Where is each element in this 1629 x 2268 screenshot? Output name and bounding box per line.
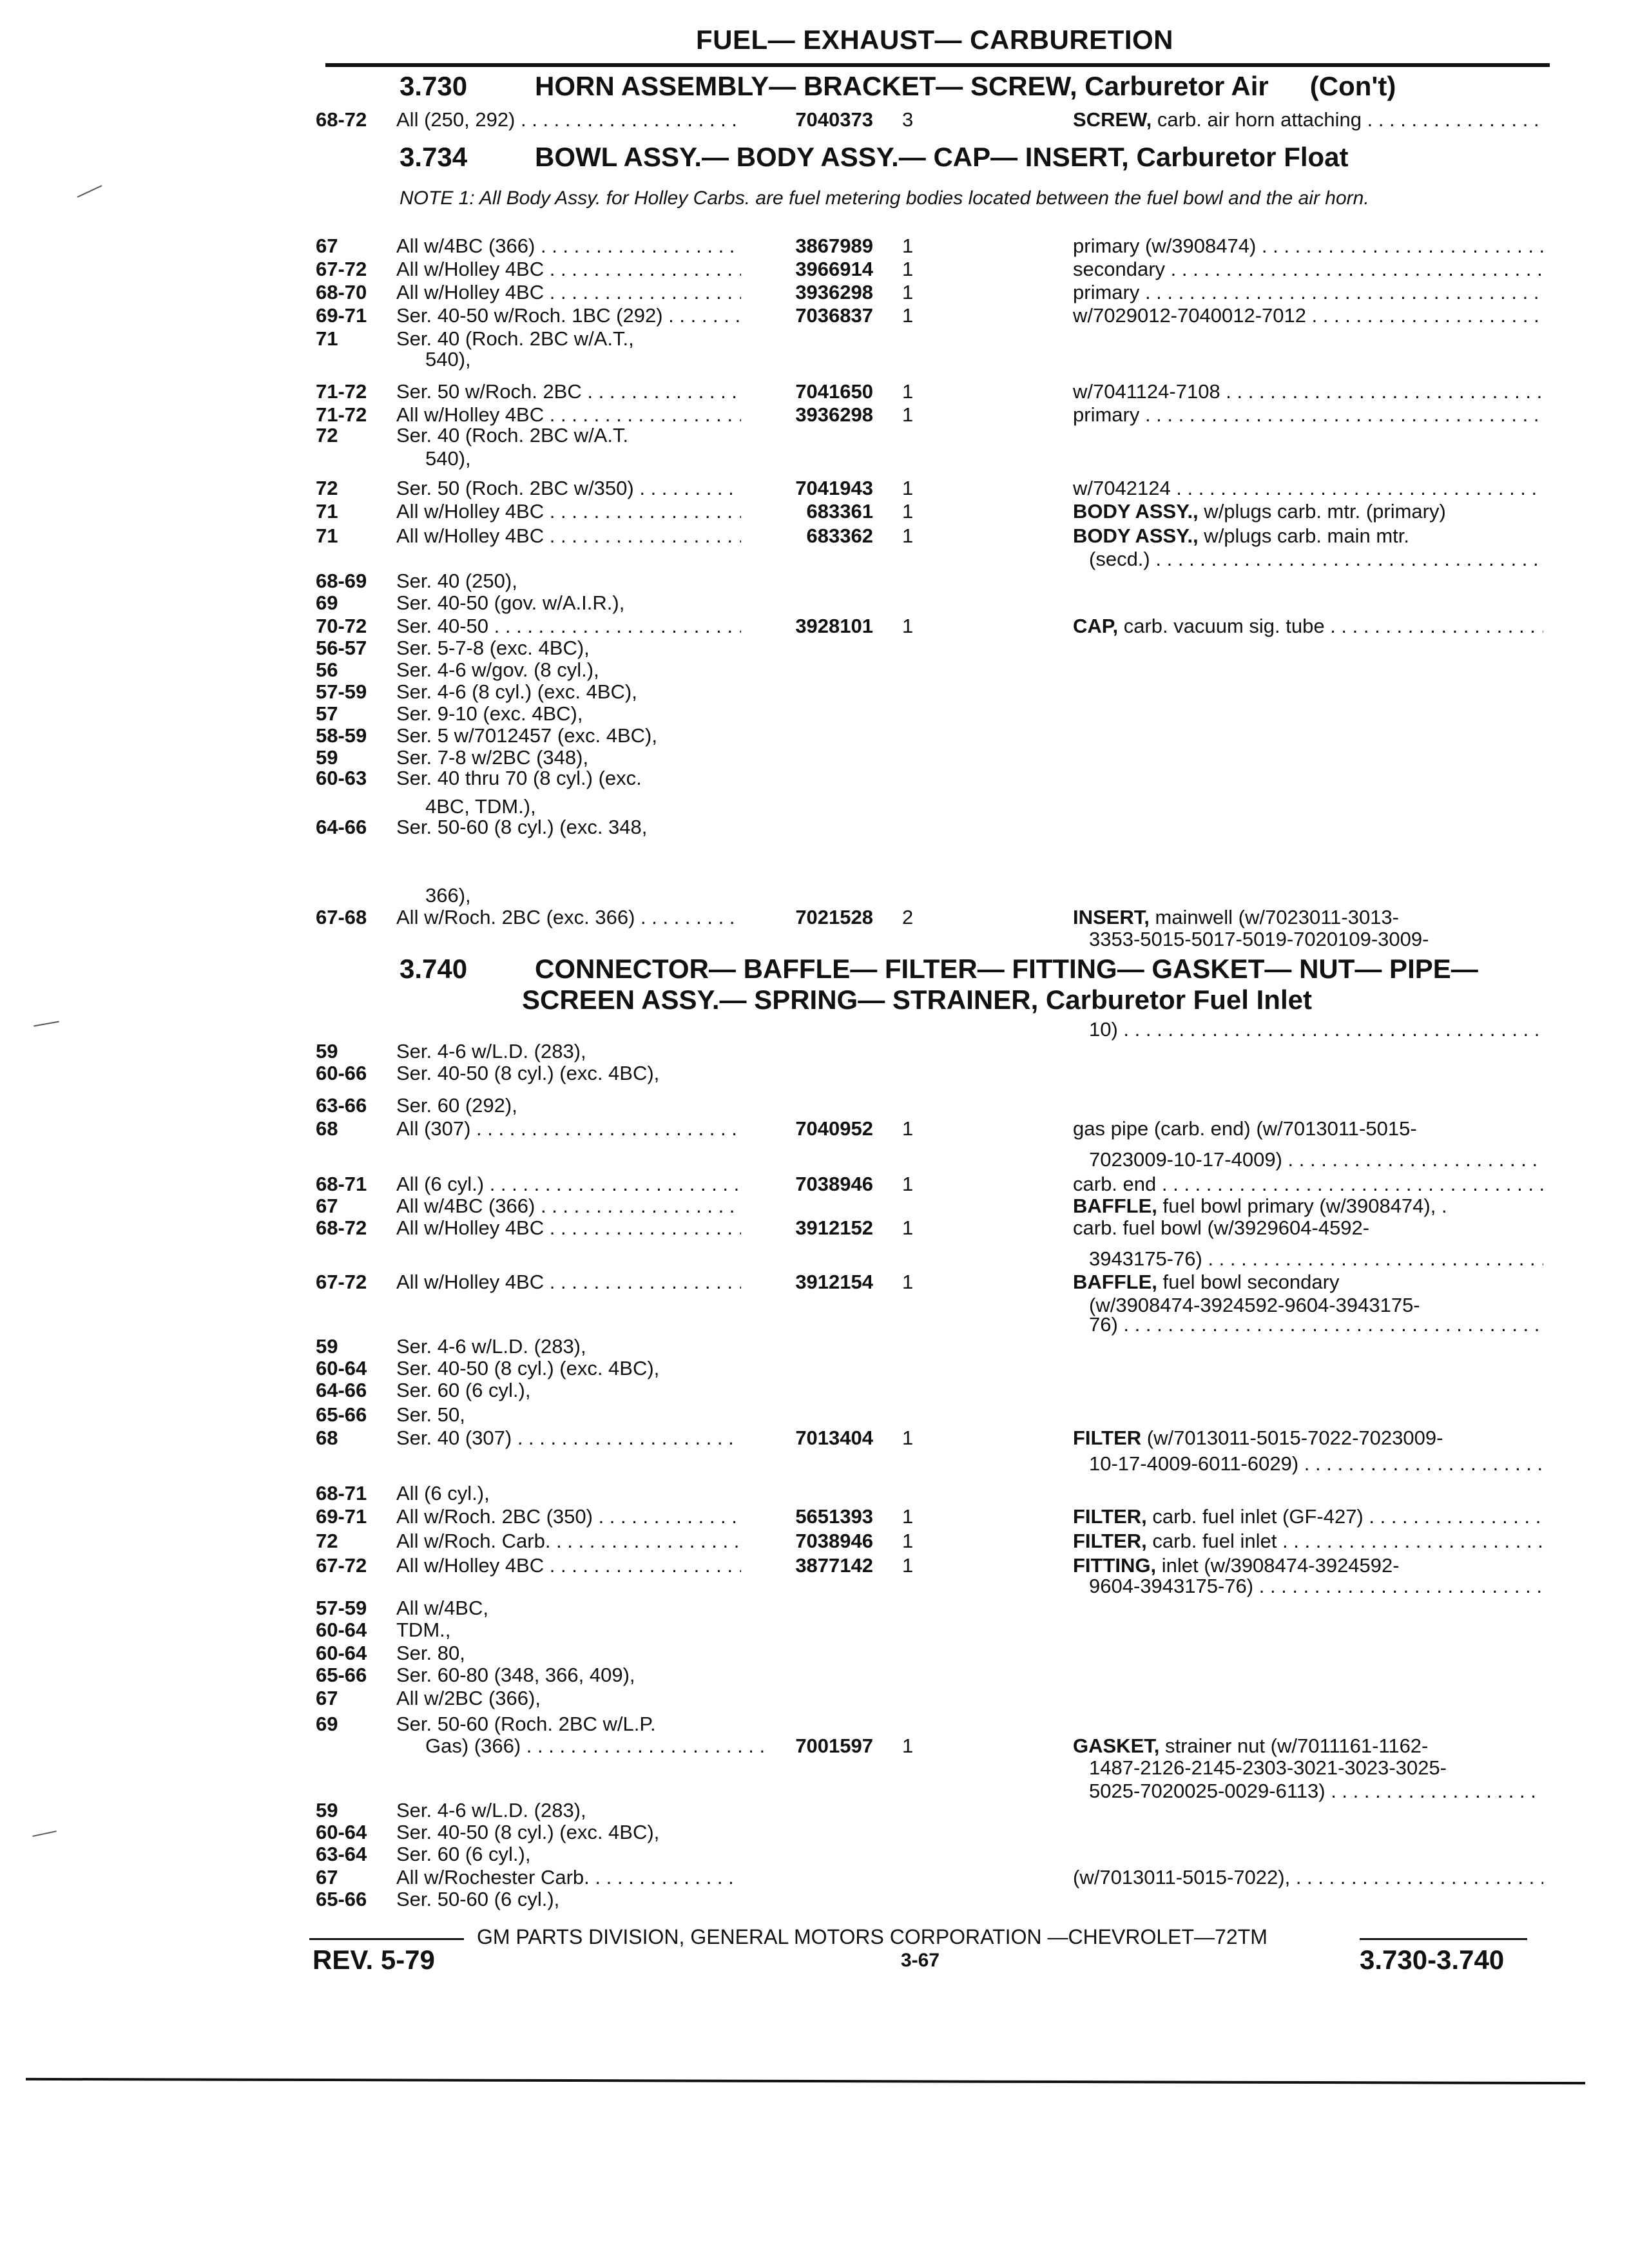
row-year: 68-70 xyxy=(316,281,367,303)
row-application: All w/Roch. 2BC (350) . . . xyxy=(396,1504,741,1530)
row-year: 68-69 xyxy=(316,570,367,592)
row-description-keyword: FILTER, xyxy=(1073,1530,1147,1552)
section-name: CONNECTOR— BAFFLE— FILTER— FITTING— GASKET— NUT— PIPE— xyxy=(535,954,1478,984)
row-application: Ser. 50 (Roch. 2BC w/350) . . . xyxy=(396,476,741,501)
table-row xyxy=(0,446,1629,472)
row-application: TDM., xyxy=(396,1619,451,1641)
row-description-text: mainwell (w/7023011-3013- xyxy=(1149,906,1399,928)
row-year: 59 xyxy=(316,1799,338,1821)
row-description-text: 10) xyxy=(1089,1018,1118,1041)
row-year: 68-72 xyxy=(316,108,367,131)
row-part-number: 7013404 xyxy=(795,1427,873,1449)
row-part-number: 5651393 xyxy=(795,1505,873,1528)
row-year: 60-64 xyxy=(316,1821,367,1843)
section-number: 3.734 xyxy=(400,142,468,172)
row-description-text: primary xyxy=(1073,281,1140,303)
table-row xyxy=(0,1246,1629,1272)
section-3734-title xyxy=(400,142,1349,173)
table-row xyxy=(0,1617,1629,1643)
row-year: 72 xyxy=(316,424,338,447)
row-quantity: 1 xyxy=(902,615,914,637)
row-description-text: w/7029012-7040012-7012 xyxy=(1073,304,1306,327)
row-description-keyword: BODY ASSY., xyxy=(1073,524,1199,547)
row-description-text: 9604-3943175-76) xyxy=(1089,1575,1254,1597)
row-year: 59 xyxy=(316,1040,338,1062)
row-application: Ser. 50, xyxy=(396,1403,465,1426)
table-row xyxy=(0,233,1629,259)
row-application: Ser. 50 w/Roch. 2BC . . . xyxy=(396,379,741,405)
section-number: 3.730 xyxy=(400,71,468,101)
row-description xyxy=(1089,1246,1543,1272)
table-row xyxy=(0,107,1629,133)
row-description xyxy=(1073,379,1543,405)
row-application: All w/Holley 4BC . . . xyxy=(396,280,741,305)
row-quantity: 1 xyxy=(902,1427,914,1449)
row-application: Ser. 40-50 (8 cyl.) (exc. 4BC), xyxy=(396,1062,660,1084)
row-description xyxy=(1073,303,1543,329)
table-row xyxy=(0,1686,1629,1711)
row-year: 67 xyxy=(316,1866,338,1888)
table-row xyxy=(0,1093,1629,1119)
row-description xyxy=(1089,1147,1543,1173)
row-year: 57 xyxy=(316,702,338,725)
table-row xyxy=(0,1269,1629,1295)
row-quantity: 1 xyxy=(902,258,914,280)
row-part-number: 3936298 xyxy=(795,403,873,426)
row-year: 60-64 xyxy=(316,1642,367,1664)
row-description-keyword: BAFFLE, xyxy=(1073,1195,1157,1217)
row-application: Ser. 50-60 (Roch. 2BC w/L.P. xyxy=(396,1713,656,1735)
table-row xyxy=(0,765,1629,791)
row-description-text: 7023009-10-17-4009) xyxy=(1089,1148,1282,1171)
row-application: Ser. 5 w/7012457 (exc. 4BC), xyxy=(396,724,657,747)
row-part-number: 3867989 xyxy=(795,235,873,257)
row-year: 71 xyxy=(316,524,338,547)
row-description-text: carb. fuel bowl (w/3929604-4592- xyxy=(1073,1216,1370,1239)
row-description-text: 76) xyxy=(1089,1313,1118,1336)
row-description xyxy=(1073,256,1543,282)
row-description-text: carb. vacuum sig. tube xyxy=(1118,615,1325,637)
table-row xyxy=(0,499,1629,524)
row-quantity: 1 xyxy=(902,403,914,426)
row-description xyxy=(1073,1116,1543,1142)
row-year: 67-68 xyxy=(316,906,367,928)
row-year: 64-66 xyxy=(316,1379,367,1401)
row-part-number: 3877142 xyxy=(795,1554,873,1577)
row-application: Ser. 40-50 (8 cyl.) (exc. 4BC), xyxy=(396,1357,660,1379)
row-application: All w/Holley 4BC . . . xyxy=(396,1215,741,1241)
row-application: Ser. 4-6 w/L.D. (283), xyxy=(396,1799,586,1821)
row-description-keyword: GASKET, xyxy=(1073,1735,1160,1757)
row-application: 4BC, TDM.), xyxy=(425,795,536,818)
row-application: Ser. 50-60 (8 cyl.) (exc. 348, xyxy=(396,816,648,838)
row-description xyxy=(1073,476,1543,501)
row-description xyxy=(1073,1215,1543,1241)
row-application: All w/Roch. 2BC (exc. 366) . . . xyxy=(396,905,741,930)
scan-bottom-rule xyxy=(26,2078,1585,2084)
row-year: 58-59 xyxy=(316,724,367,747)
row-quantity: 1 xyxy=(902,500,914,523)
row-application: All w/4BC (366) . . . xyxy=(396,233,741,259)
section-number: 3.740 xyxy=(400,954,468,984)
row-description-text: (w/3908474-3924592-9604-3943175- xyxy=(1089,1294,1420,1316)
row-part-number: 7041943 xyxy=(795,477,873,499)
row-application: All w/Holley 4BC . . . xyxy=(396,1553,741,1579)
row-application: Ser. 5-7-8 (exc. 4BC), xyxy=(396,637,590,659)
row-description-text: inlet (w/3908474-3924592- xyxy=(1156,1554,1400,1577)
row-year: 68 xyxy=(316,1427,338,1449)
row-quantity: 1 xyxy=(902,281,914,303)
row-year: 71 xyxy=(316,500,338,523)
row-application: Ser. 60 (6 cyl.), xyxy=(396,1843,531,1865)
row-year: 69 xyxy=(316,1713,338,1735)
row-quantity: 1 xyxy=(902,1735,914,1757)
row-application: Ser. 40 (Roch. 2BC w/A.T. xyxy=(396,424,629,447)
table-row xyxy=(0,303,1629,329)
row-description-text: carb. fuel inlet xyxy=(1146,1530,1277,1552)
row-application: Ser. 40-50 w/Roch. 1BC (292) . . . xyxy=(396,303,741,329)
table-row xyxy=(0,1528,1629,1554)
row-part-number: 7040373 xyxy=(795,108,873,131)
section-name-cont: SCREEN ASSY.— SPRING— STRAINER, Carburetor Fuel Inlet xyxy=(522,985,1312,1015)
row-description-keyword: INSERT, xyxy=(1073,906,1150,928)
table-row xyxy=(0,1755,1629,1781)
row-application: All w/Holley 4BC . . . xyxy=(396,1269,741,1295)
table-row xyxy=(0,1841,1629,1867)
table-row xyxy=(0,1116,1629,1142)
row-quantity: 1 xyxy=(902,1505,914,1528)
row-application: Ser. 4-6 w/L.D. (283), xyxy=(396,1040,586,1062)
row-description xyxy=(1073,523,1543,549)
row-description xyxy=(1073,1269,1543,1295)
row-description-text: carb. fuel inlet (GF-427) xyxy=(1146,1505,1364,1528)
row-part-number: 7038946 xyxy=(795,1530,873,1552)
footer-rule-left xyxy=(309,1938,464,1940)
row-description-text: gas pipe (carb. end) (w/7013011-5015- xyxy=(1073,1117,1417,1140)
table-row xyxy=(0,523,1629,549)
row-description-text: 10-17-4009-6011-6029) xyxy=(1089,1452,1299,1475)
row-description-text: w/plugs carb. mtr. (primary) xyxy=(1198,500,1446,523)
row-description xyxy=(1073,1528,1543,1554)
row-description-text: fuel bowl secondary xyxy=(1157,1271,1340,1293)
row-application: All (307) . . . xyxy=(396,1116,741,1142)
row-year: 56-57 xyxy=(316,637,367,659)
footer-rule-right xyxy=(1360,1938,1527,1940)
row-part-number: 7001597 xyxy=(795,1735,873,1757)
row-description xyxy=(1073,499,1543,524)
row-description-keyword: FITTING, xyxy=(1073,1554,1157,1577)
row-description-keyword: FILTER xyxy=(1073,1427,1142,1449)
row-year: 57-59 xyxy=(316,1597,367,1619)
row-year: 67-72 xyxy=(316,258,367,280)
row-application: 540), xyxy=(425,348,471,370)
row-part-number: 7041650 xyxy=(795,380,873,403)
table-row xyxy=(0,814,1629,840)
row-year: 65-66 xyxy=(316,1403,367,1426)
table-row xyxy=(0,1215,1629,1241)
row-application: All w/4BC, xyxy=(396,1597,488,1619)
row-quantity: 1 xyxy=(902,1554,914,1577)
row-quantity: 1 xyxy=(902,1117,914,1140)
row-part-number: 3966914 xyxy=(795,258,873,280)
row-description-text: w/7041124-7108 xyxy=(1073,380,1220,403)
row-description-text: (w/7013011-5015-7022-7023009- xyxy=(1141,1427,1443,1449)
row-description-text: primary xyxy=(1073,403,1140,426)
table-row xyxy=(0,280,1629,305)
row-description xyxy=(1073,280,1543,305)
table-row xyxy=(0,1378,1629,1403)
row-part-number: 3936298 xyxy=(795,281,873,303)
section-continued: (Con't) xyxy=(1309,71,1396,101)
row-part-number: 683362 xyxy=(806,524,873,547)
row-description-text: secondary xyxy=(1073,258,1166,280)
table-row xyxy=(0,1662,1629,1688)
row-description xyxy=(1073,233,1543,259)
row-application: All w/Holley 4BC . . . xyxy=(396,256,741,282)
row-year: 65-66 xyxy=(316,1888,367,1910)
row-year: 67 xyxy=(316,1687,338,1709)
table-row xyxy=(0,256,1629,282)
row-year: 68-71 xyxy=(316,1482,367,1504)
row-application: All (6 cyl.) . . . xyxy=(396,1171,741,1197)
table-row xyxy=(0,1425,1629,1451)
row-application: All w/Holley 4BC . . . xyxy=(396,499,741,524)
table-row xyxy=(0,1887,1629,1912)
row-description xyxy=(1089,1755,1543,1781)
row-application: Ser. 60-80 (348, 366, 409), xyxy=(396,1664,635,1686)
row-application: All w/4BC (366) . . . xyxy=(396,1193,741,1219)
row-quantity: 1 xyxy=(902,1173,914,1195)
row-part-number: 3912154 xyxy=(795,1271,873,1293)
row-year: 59 xyxy=(316,1335,338,1358)
row-year: 60-63 xyxy=(316,767,367,789)
row-part-number: 683361 xyxy=(806,500,873,523)
table-row xyxy=(0,590,1629,616)
row-part-number: 7038946 xyxy=(795,1173,873,1195)
row-application: All (250, 292) . . . xyxy=(396,107,741,133)
row-description-text: carb. air horn attaching xyxy=(1152,108,1362,131)
table-row xyxy=(0,1504,1629,1530)
footer-section-range: 3.730-3.740 xyxy=(1360,1945,1505,1975)
row-application: Ser. 9-10 (exc. 4BC), xyxy=(396,702,583,725)
row-year: 60-66 xyxy=(316,1062,367,1084)
row-quantity: 1 xyxy=(902,235,914,257)
row-description xyxy=(1073,107,1543,133)
table-row xyxy=(0,1147,1629,1173)
row-description-text: (secd.) xyxy=(1089,548,1150,570)
row-description-text: primary (w/3908474) xyxy=(1073,235,1257,257)
row-year: 69 xyxy=(316,591,338,614)
row-year: 68-72 xyxy=(316,1216,367,1239)
row-year: 67-72 xyxy=(316,1554,367,1577)
row-description xyxy=(1073,1504,1543,1530)
footer-page-number: 3-67 xyxy=(901,1950,940,1971)
row-quantity: 3 xyxy=(902,108,914,131)
row-application: All w/Roch. Carb. . . . xyxy=(396,1528,741,1554)
row-application: All w/Holley 4BC . . . xyxy=(396,402,741,428)
row-year: 59 xyxy=(316,746,338,769)
row-year: 72 xyxy=(316,1530,338,1552)
punch-hole-mark xyxy=(77,185,102,198)
row-application: Ser. 40 (250), xyxy=(396,570,517,592)
row-description-text: carb. end xyxy=(1073,1173,1157,1195)
row-year: 63-64 xyxy=(316,1843,367,1865)
row-year: 64-66 xyxy=(316,816,367,838)
row-application: 366), xyxy=(425,884,471,907)
table-row xyxy=(0,423,1629,448)
row-application: Ser. 4-6 (8 cyl.) (exc. 4BC), xyxy=(396,680,637,703)
header-rule xyxy=(325,63,1550,67)
row-part-number: 7021528 xyxy=(795,906,873,928)
row-application: Ser. 60 (292), xyxy=(396,1094,517,1117)
row-year: 67 xyxy=(316,1195,338,1217)
row-application: Ser. 4-6 w/gov. (8 cyl.), xyxy=(396,658,599,681)
row-application: Ser. 40-50 (gov. w/A.I.R.), xyxy=(396,591,625,614)
row-application: Ser. 4-6 w/L.D. (283), xyxy=(396,1335,586,1358)
table-row xyxy=(0,347,1629,372)
row-quantity: 1 xyxy=(902,1530,914,1552)
row-application: Ser. 40 (307) . . . xyxy=(396,1425,741,1451)
section-name: HORN ASSEMBLY— BRACKET— SCREW, Carburetor Air xyxy=(535,71,1269,101)
row-year: 67-72 xyxy=(316,1271,367,1293)
section-3740-title xyxy=(400,954,1478,1015)
row-year: 68-71 xyxy=(316,1173,367,1195)
row-application: All w/2BC (366), xyxy=(396,1687,541,1709)
row-quantity: 2 xyxy=(902,906,914,928)
footer-division: GM PARTS DIVISION, GENERAL MOTORS CORPORATION —CHEVROLET—72TM xyxy=(477,1925,1268,1948)
row-quantity: 1 xyxy=(902,380,914,403)
row-application: All w/Holley 4BC . . . xyxy=(396,523,741,549)
row-year: 72 xyxy=(316,477,338,499)
row-description-text: strainer nut (w/7011161-1162- xyxy=(1159,1735,1429,1757)
row-year: 71 xyxy=(316,327,338,350)
row-description-text: 3943175-76) xyxy=(1089,1247,1202,1270)
row-application: Ser. 40-50 (8 cyl.) (exc. 4BC), xyxy=(396,1821,660,1843)
row-year: 65-66 xyxy=(316,1664,367,1686)
row-description-text: 1487-2126-2145-2303-3021-3023-3025- xyxy=(1089,1756,1447,1779)
page-header-title: FUEL— EXHAUST— CARBURETION xyxy=(696,24,1174,55)
row-description-keyword: SCREW, xyxy=(1073,108,1152,131)
row-application: Gas) (366) . . . xyxy=(425,1733,770,1759)
row-application: Ser. 7-8 w/2BC (348), xyxy=(396,746,589,769)
section-note: NOTE 1: All Body Assy. for Holley Carbs. are fuel metering bodies located between the fuel bowl and the air horn. xyxy=(400,187,1369,209)
row-description-keyword: BODY ASSY., xyxy=(1073,500,1199,523)
row-application: Ser. 40 thru 70 (8 cyl.) (exc. xyxy=(396,767,642,789)
row-year: 69-71 xyxy=(316,1505,367,1528)
row-description-keyword: FILTER, xyxy=(1073,1505,1147,1528)
table-row xyxy=(0,927,1629,952)
row-year: 71-72 xyxy=(316,403,367,426)
row-year: 60-64 xyxy=(316,1619,367,1641)
row-description xyxy=(1073,1425,1543,1451)
row-description-text: fuel bowl primary (w/3908474), . xyxy=(1157,1195,1447,1217)
row-year: 63-66 xyxy=(316,1094,367,1117)
row-application: Ser. 50-60 (6 cyl.), xyxy=(396,1888,560,1910)
row-year: 70-72 xyxy=(316,615,367,637)
row-year: 71-72 xyxy=(316,380,367,403)
row-description-text: w/7042124 xyxy=(1073,477,1171,499)
row-application: All (6 cyl.), xyxy=(396,1482,490,1504)
row-year: 68 xyxy=(316,1117,338,1140)
table-row xyxy=(0,1481,1629,1506)
table-row xyxy=(0,1402,1629,1428)
row-year: 67 xyxy=(316,235,338,257)
row-application: Ser. 40-50 . . . xyxy=(396,613,741,639)
table-row xyxy=(0,476,1629,501)
row-application: Ser. 80, xyxy=(396,1642,465,1664)
row-description-text: (w/7013011-5015-7022), xyxy=(1073,1866,1291,1888)
row-description-text: 5025-7020025-0029-6113) xyxy=(1089,1780,1325,1802)
row-year: 56 xyxy=(316,658,338,681)
row-description-keyword: BAFFLE, xyxy=(1073,1271,1157,1293)
row-description-text: 3353-5015-5017-5019-7020109-3009- xyxy=(1089,928,1429,950)
row-description xyxy=(1089,1451,1543,1477)
row-description-keyword: CAP, xyxy=(1073,615,1119,637)
row-quantity: 1 xyxy=(902,1271,914,1293)
row-application: 540), xyxy=(425,447,471,470)
section-3730-title xyxy=(400,71,1396,102)
row-year: 60-64 xyxy=(316,1357,367,1379)
row-application: All w/Rochester Carb. . . . xyxy=(396,1865,741,1890)
row-quantity: 1 xyxy=(902,304,914,327)
row-description-text: w/plugs carb. main mtr. xyxy=(1198,524,1410,547)
table-row xyxy=(0,379,1629,405)
table-row xyxy=(0,1061,1629,1086)
row-application: Ser. 60 (6 cyl.), xyxy=(396,1379,531,1401)
footer-revision: REV. 5-79 xyxy=(313,1945,435,1975)
row-application: Ser. 40 (Roch. 2BC w/A.T., xyxy=(396,327,634,350)
row-quantity: 1 xyxy=(902,477,914,499)
row-description xyxy=(1089,927,1543,952)
row-year: 57-59 xyxy=(316,680,367,703)
row-part-number: 7040952 xyxy=(795,1117,873,1140)
row-part-number: 7036837 xyxy=(795,304,873,327)
row-quantity: 1 xyxy=(902,524,914,547)
table-row xyxy=(0,1451,1629,1477)
row-quantity: 1 xyxy=(902,1216,914,1239)
row-year: 69-71 xyxy=(316,304,367,327)
row-part-number: 3928101 xyxy=(795,615,873,637)
row-part-number: 3912152 xyxy=(795,1216,873,1239)
section-name: BOWL ASSY.— BODY ASSY.— CAP— INSERT, Carburetor Float xyxy=(535,142,1349,172)
